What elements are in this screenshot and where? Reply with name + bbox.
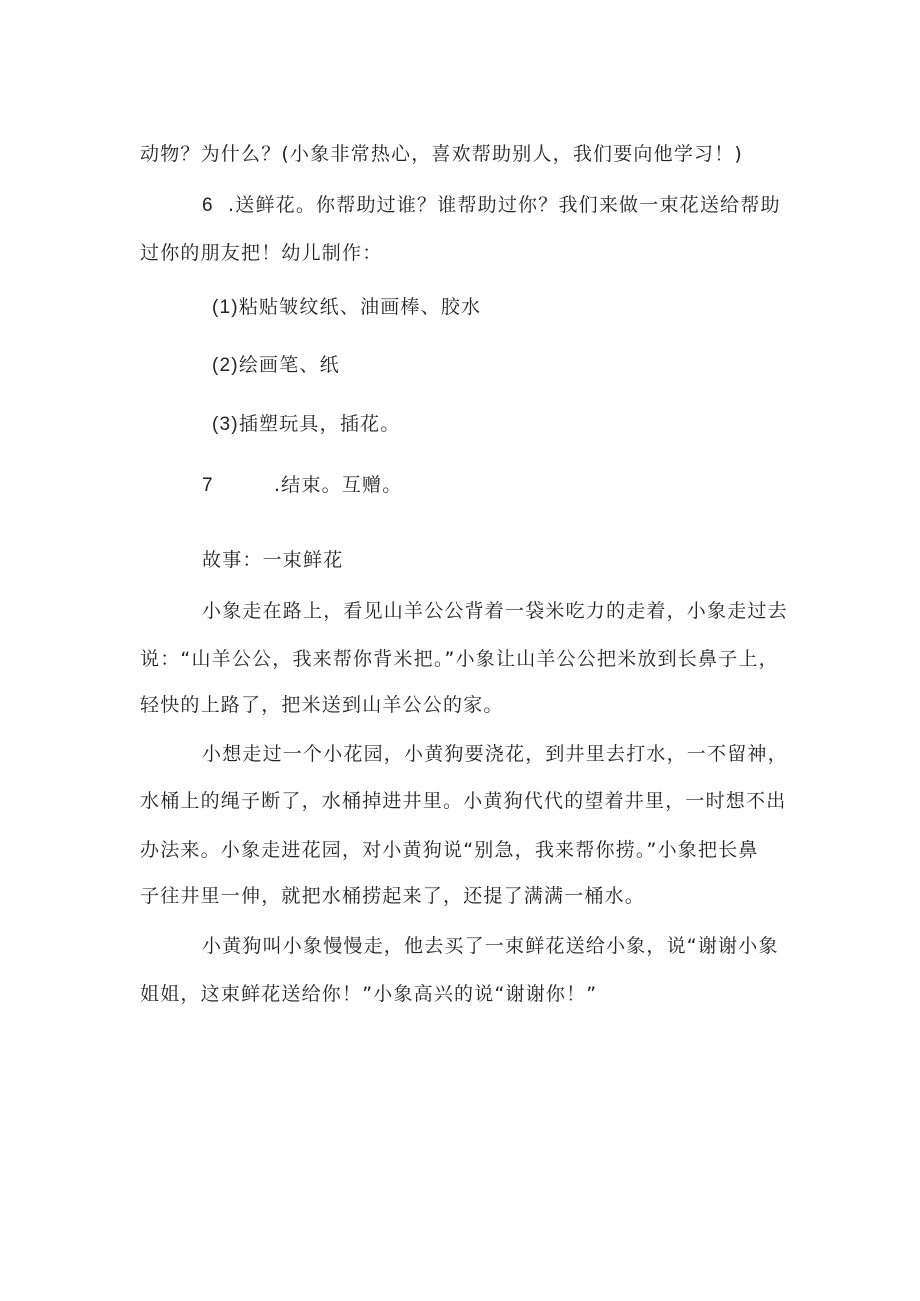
story-line: 小黄狗叫小象慢慢走，他去买了一束鲜花送给小象，说“谢谢小象 xyxy=(202,935,779,957)
step-7-text: .结束。互赠。 xyxy=(274,474,403,496)
material-number: (3) xyxy=(212,414,239,435)
step-6-line-1: .送鲜花。你帮助过谁？谁帮助过你？我们来做一束花送给帮助 xyxy=(228,194,781,216)
story-line: 子往井里一伸，就把水桶捞起来了，还提了满满一桶水。 xyxy=(140,885,646,907)
material-number: (2) xyxy=(212,355,239,376)
material-text: 粘贴皱纹纸、油画棒、胶水 xyxy=(238,296,482,318)
step-number: 7 xyxy=(202,475,214,496)
step-7-number xyxy=(202,473,214,498)
story-line: 办法来。小象走进花园，对小黄狗说“别急，我来帮你捞。”小象把长鼻 xyxy=(140,839,759,861)
step-6-number xyxy=(202,193,214,218)
story-line: 姐姐，这束鲜花送给你！”小象高兴的说“谢谢你！” xyxy=(140,983,598,1005)
step-6-line-2: 过你的朋友把！幼儿制作： xyxy=(140,242,383,264)
step-number: 6 xyxy=(202,195,214,216)
material-item-1 xyxy=(212,295,481,320)
material-text: 插塑玩具，插花。 xyxy=(238,413,401,435)
story-line: 说：“山羊公公，我来帮你背米把。”小象让山羊公公把米放到长鼻子上， xyxy=(140,648,779,670)
intro-line: 动物？为什么？(小象非常热心，喜欢帮助别人，我们要向他学习！) xyxy=(140,143,744,165)
material-number: (1) xyxy=(212,297,239,318)
material-item-3 xyxy=(212,412,400,437)
story-line: 水桶上的绳子断了，水桶掉进井里。小黄狗代代的望着井里，一时想不出 xyxy=(140,790,787,812)
material-item-2 xyxy=(212,353,340,378)
story-title: 故事：一束鲜花 xyxy=(202,549,344,571)
story-line: 小想走过一个小花园，小黄狗要浇花，到井里去打水，一不留神， xyxy=(202,743,788,765)
story-line: 小象走在路上，看见山羊公公背着一袋米吃力的走着，小象走过去 xyxy=(202,600,788,622)
material-text: 绘画笔、纸 xyxy=(238,354,340,376)
story-line: 轻快的上路了，把米送到山羊公公的家。 xyxy=(140,694,504,716)
